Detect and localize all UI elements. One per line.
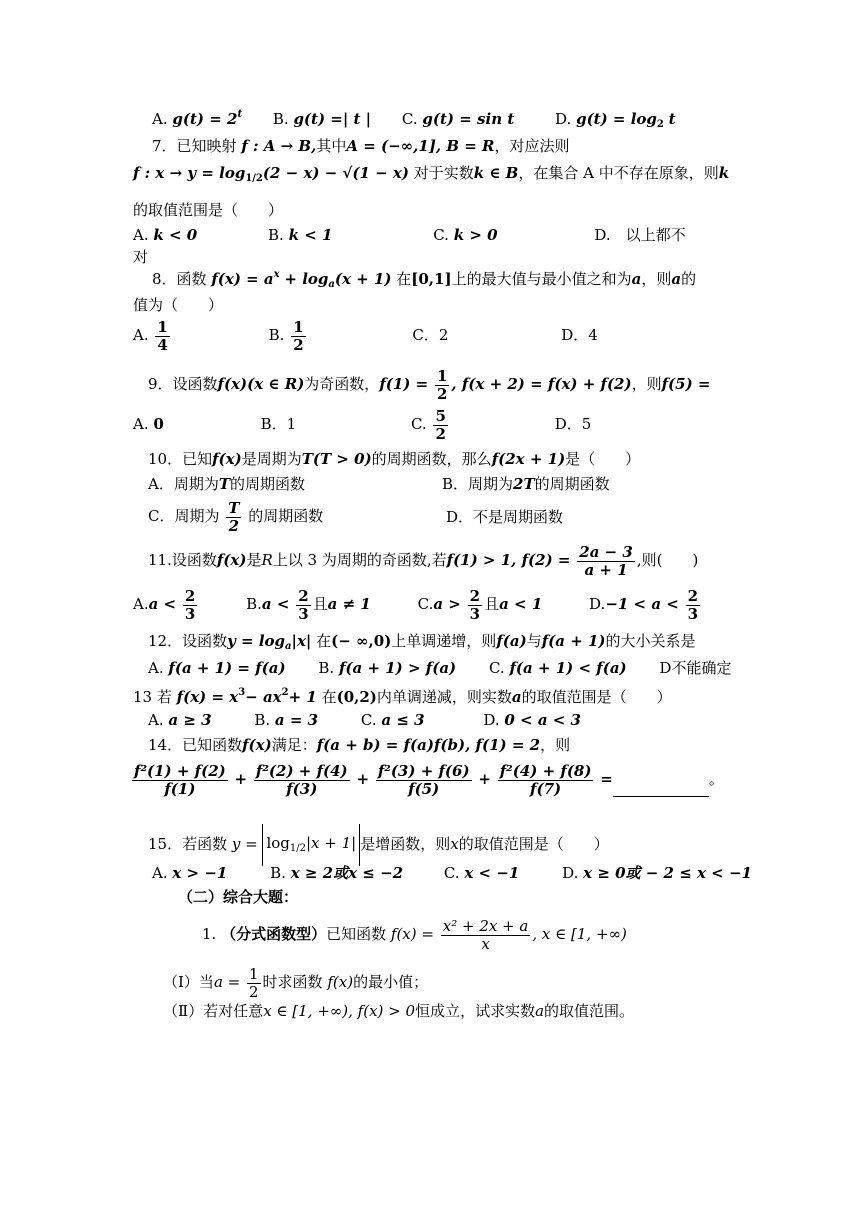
q10-line1-text: 10．已知 <box>148 450 213 468</box>
q7-line2-math: f : x → y = log <box>133 164 246 182</box>
problem1-math: f(x) = <box>390 925 434 943</box>
q15-abs-expression <box>262 824 360 866</box>
section-title-text: （二）综合大题： <box>178 888 299 906</box>
q11-line1-text1: 是 <box>246 551 262 569</box>
q14-expression <box>130 763 724 797</box>
q6-opt-b-label: B. <box>272 110 289 128</box>
q9-frac-den: 2 <box>436 384 448 403</box>
q8-line1-sup: x <box>273 269 280 280</box>
q14-line1-text2: ，则 <box>540 736 571 754</box>
q11-opt-b-den: 3 <box>298 604 309 623</box>
q15-line1-x: x <box>450 835 459 853</box>
q8-line1-a2: a <box>671 270 682 288</box>
part-ii-a: a <box>535 1002 545 1020</box>
q12-opt-b-label: B. <box>318 659 335 677</box>
problem1-text: 已知函数 <box>326 925 387 943</box>
q13-opt-a-math: a ≥ 3 <box>168 711 212 729</box>
q10-opt-a-math: T <box>218 475 231 493</box>
q7-line2 <box>133 166 729 184</box>
problem1-part-i <box>163 966 428 1000</box>
q11-line1-text3: ,则( ) <box>636 551 699 569</box>
part-i-label: （Ⅰ）当 <box>163 973 214 991</box>
q6-opt-c-math: g(t) = sin t <box>422 110 515 128</box>
q8-line1-text4: 的 <box>681 270 697 288</box>
q8-line1-a: a <box>631 270 642 288</box>
q14-frac-4 <box>498 763 594 797</box>
q11-opt-c-label: C. <box>417 595 434 613</box>
part-ii-text2: 的取值范围。 <box>544 1002 635 1020</box>
q11-opt-a-label: A. <box>133 595 149 613</box>
q13-opt-b-label: B. <box>254 711 271 729</box>
q6-opt-b-math: g(t) =| t | <box>293 110 372 128</box>
q13-opt-d-label: D. <box>483 711 500 729</box>
q9-opt-a-label: A. <box>133 415 149 433</box>
problem1-line <box>202 918 627 952</box>
q14-frac-3 <box>376 763 472 797</box>
q7-opt-c-math: k > 0 <box>453 226 498 244</box>
q10-opt-a: A．周期为 <box>148 475 219 493</box>
q6-opt-d-tail: t <box>668 110 676 128</box>
q6-opt-d-label: D. <box>555 110 572 128</box>
q7-line1-math: f : A → B, <box>241 137 317 155</box>
problem1-frac-num: x² + 2x + a <box>442 917 529 935</box>
q13-line1-a: a <box>511 688 522 706</box>
q6-opt-a-label: A. <box>152 110 168 128</box>
q8-opt-b-label: B. <box>268 326 285 344</box>
q14-line1 <box>148 738 570 753</box>
q12-line1-text3: 与 <box>526 632 542 650</box>
problem1-frac <box>441 918 531 952</box>
q13-opt-d-math: 0 < a < 3 <box>504 711 581 729</box>
q10-line1-math: f(x) <box>212 450 242 468</box>
section-title <box>178 890 298 905</box>
q12-line1-math4: f(a) <box>496 632 527 650</box>
q12-opt-c-label: C. <box>488 659 505 677</box>
q10-line1-text3: 是（ ） <box>565 450 641 468</box>
q7-line1-mid: 其中 <box>316 137 347 155</box>
q14-line1-math2: f(a + b) = f(a)f(b), f(1) = 2 <box>316 736 541 754</box>
q12-line1-text4: 的大小关系是 <box>605 632 696 650</box>
q8-opt-b-num: 1 <box>293 318 304 336</box>
q8-line1-math4: [0,1] <box>411 270 452 288</box>
q7-line2-math2: (2 − x) − √(1 − x) <box>262 164 409 182</box>
q8-options <box>133 319 598 353</box>
q10-line1-text1: 是周期为 <box>241 450 302 468</box>
q13-opt-c-math: a ≤ 3 <box>381 711 425 729</box>
q8-opt-a-frac <box>155 319 169 353</box>
q11-opt-c-den: 3 <box>469 604 481 623</box>
q15-options <box>152 866 752 881</box>
q9-line1-math4: f(5) = <box>661 375 711 393</box>
q15-line1-text: 15．若函数 <box>148 835 228 853</box>
q7-opt-c-label: C. <box>433 226 449 244</box>
q11-opt-c-num: 2 <box>469 587 481 605</box>
problem1-part-ii <box>163 1004 634 1019</box>
q15-line1-math: y = <box>231 835 258 853</box>
q12-line1-math2: |x| <box>291 632 312 650</box>
q10-opt-b-tail: 的周期函数 <box>534 475 610 493</box>
q14-line1-text1: 满足： <box>271 736 317 754</box>
q10-opt-b: B．周期为 <box>442 475 514 493</box>
q15-opt-b-label: B. <box>270 864 286 882</box>
q8-line1-text: 8．函数 <box>152 270 207 288</box>
q12-line1-math: y = log <box>227 632 286 650</box>
q8-opt-b-frac <box>291 319 305 353</box>
q10-opt-b-line <box>442 477 610 492</box>
q9-line1-text1: 为奇函数， <box>304 375 380 393</box>
q7-opt-d-label: D. 以上都不 <box>594 226 686 244</box>
q15-abs-log: log <box>266 834 290 852</box>
q11-line1-math: f(x) <box>216 551 247 569</box>
q12-opt-b-math: f(a + 1) > f(a) <box>338 659 457 677</box>
q11-opt-a-math: a < <box>148 595 177 613</box>
q15-abs-sub: 1/2 <box>289 843 306 854</box>
q10-opt-c-tail: 的周期函数 <box>248 507 324 525</box>
q8-opt-c: C．2 <box>412 326 449 344</box>
q11-opt-a-num: 2 <box>184 587 196 605</box>
q11-opt-b-label: B. <box>246 595 262 613</box>
q11-opt-d-num: 2 <box>687 587 699 605</box>
q13-opt-c-label: C. <box>360 711 377 729</box>
q10-opt-d-line <box>446 510 563 525</box>
q6-opt-a-math: g(t) = 2 <box>172 110 238 128</box>
q9-opt-c-num: 5 <box>435 407 446 425</box>
q10-opt-d: D．不是周期函数 <box>446 508 564 526</box>
q9-opt-b: B．1 <box>260 415 297 433</box>
q11-line1-r: R <box>261 551 273 569</box>
q12-line1-text: 12．设函数 <box>148 632 228 650</box>
q14-f4-den: f(7) <box>530 779 562 798</box>
q7-line2-sub: 1/2 <box>245 173 263 184</box>
q9-line1-math2: f(1) = <box>379 375 429 393</box>
q6-options <box>152 110 676 130</box>
q8-opt-b-den: 2 <box>293 335 304 354</box>
q11-line1 <box>148 544 698 578</box>
q7-opt-b-label: B. <box>268 226 284 244</box>
q7-opt-d-tail-text: 对 <box>133 248 149 266</box>
q9-opt-c-frac <box>433 408 447 442</box>
q11-frac-num: 2a − 3 <box>579 543 633 561</box>
q12-line1-text1: 在 <box>316 632 332 650</box>
q11-opt-b-math: a < <box>261 595 290 613</box>
q9-line1-math: f(x)(x ∈ R) <box>217 375 305 393</box>
q13-line1-math: f(x) = x <box>176 688 239 706</box>
part-ii-math: x ∈ [1, +∞), f(x) > 0 <box>263 1002 416 1020</box>
q7-options <box>133 228 686 243</box>
q11-opt-d-den: 3 <box>687 604 699 623</box>
q13-line1-text1: 在 <box>321 688 337 706</box>
q11-frac-den: a + 1 <box>584 560 628 579</box>
q10-line1-text2: 的周期函数，那么 <box>371 450 492 468</box>
q14-plus-2: + <box>356 770 370 788</box>
q10-line1-math2: T(T > 0) <box>301 450 372 468</box>
q7-opt-b-math: k < 1 <box>288 226 333 244</box>
q8-line1-math3: (x + 1) <box>334 270 392 288</box>
q15-line1-text1: 是增函数，则 <box>360 835 451 853</box>
q11-options <box>133 588 702 622</box>
q11-opt-d-frac <box>686 588 700 622</box>
q7-line3 <box>133 203 283 218</box>
q13-line1-text2: 内单调递减，则实数 <box>376 688 512 706</box>
q9-options <box>133 408 591 442</box>
q15-line1-text2: 的取值范围是（ ） <box>458 835 609 853</box>
q14-f1-den: f(1) <box>164 779 196 798</box>
q7-line1-text: 7．已知映射 <box>152 137 237 155</box>
q7-line1-end: ，对应法则 <box>494 137 570 155</box>
q8-line1-sub: a <box>328 279 335 290</box>
q9-line1-text: 9．设函数 <box>148 375 218 393</box>
q11-opt-c-frac <box>468 588 482 622</box>
q14-plus-1: + <box>234 770 248 788</box>
q15-abs-inner2: |x + 1| <box>306 834 357 852</box>
part-ii-label: （Ⅱ）若对任意 <box>163 1002 264 1020</box>
q8-line1-text2: 上的最大值与最小值之和为 <box>451 270 632 288</box>
q14-f2-den: f(3) <box>286 779 318 798</box>
q11-opt-b-text: 且 <box>312 595 328 613</box>
q13-line1-math2: − ax <box>245 688 282 706</box>
q8-line2-text: 值为（ ） <box>133 296 224 314</box>
q7-opt-a-label: A. <box>133 226 149 244</box>
q8-line1 <box>152 270 696 290</box>
q6-opt-a-sup: t <box>237 109 243 120</box>
q8-line1-text1: 在 <box>396 270 412 288</box>
q13-options <box>148 713 581 728</box>
q13-line1-math4: (0,2) <box>336 688 377 706</box>
q8-opt-a-den: 4 <box>157 335 168 354</box>
q12-opt-a-label: A. <box>148 659 164 677</box>
part-i-num: 1 <box>249 965 259 983</box>
q12-opt-a-math: f(a + 1) = f(a) <box>168 659 286 677</box>
q6-opt-c-label: C. <box>401 110 418 128</box>
q14-f2-num: f²(2) + f(4) <box>255 762 348 780</box>
q8-line1-math: f(x) = a <box>211 270 274 288</box>
q7-line2-k: k <box>718 164 730 182</box>
problem1-math2: , x ∈ [1, +∞) <box>532 925 627 943</box>
q14-eq: = <box>600 770 613 788</box>
q9-opt-c-label: C. <box>410 415 427 433</box>
q11-opt-b-frac <box>296 588 310 622</box>
part-i-text: 时求函数 <box>262 973 323 991</box>
q7-opt-a-math: k < 0 <box>153 226 198 244</box>
q14-f3-num: f²(3) + f(6) <box>377 762 470 780</box>
part-i-frac <box>247 966 261 1000</box>
q10-line1-math3: f(2x + 1) <box>491 450 566 468</box>
q11-opt-d-math: −1 < a < <box>605 595 679 613</box>
q8-opt-a-label: A. <box>133 326 149 344</box>
q10-opt-c-frac <box>226 500 241 534</box>
q14-f1-num: f²(1) + f(2) <box>134 762 226 780</box>
q14-frac-1 <box>132 763 228 797</box>
q8-line1-text3: ，则 <box>641 270 672 288</box>
q10-opt-c-den: 2 <box>228 516 240 535</box>
q12-line1 <box>148 634 696 652</box>
q12-opt-c-math: f(a + 1) < f(a) <box>509 659 627 677</box>
q11-opt-c-math2: a < 1 <box>499 595 543 613</box>
problem1-frac-den: x <box>481 934 490 953</box>
q9-line1 <box>148 368 710 402</box>
q9-line1-text2: ，则 <box>631 375 662 393</box>
q10-opts-ab <box>148 477 305 492</box>
q14-end: 。 <box>708 770 724 788</box>
q14-answer-blank <box>613 782 709 797</box>
q12-line1-sub: a <box>285 641 292 652</box>
q7-line3-text: 的取值范围是（ ） <box>133 201 284 219</box>
q15-line1 <box>148 824 609 866</box>
q13-line1-sup: 3 <box>238 687 246 698</box>
q13-line1-text3: 的取值范围是（ ） <box>521 688 672 706</box>
q11-opt-c-text: 且 <box>484 595 500 613</box>
q7-line2-text2: ，在集合 A 中不存在原象，则 <box>518 164 719 182</box>
q11-line1-text: 11.设函数 <box>148 551 217 569</box>
q9-opt-a-math: 0 <box>153 415 164 433</box>
q9-line1-math3: , f(x + 2) = f(x) + f(2) <box>451 375 632 393</box>
q12-line1-math5: f(a + 1) <box>541 632 606 650</box>
q12-line1-text2: 上单调递增，则 <box>391 632 497 650</box>
q14-line1-text: 14．已知函数 <box>148 736 243 754</box>
q15-opt-c-label: C. <box>443 864 460 882</box>
q14-frac-2 <box>254 763 350 797</box>
q7-line2-math3: k ∈ B <box>473 164 519 182</box>
q13-line1-sup2: 2 <box>281 687 289 698</box>
q13-line1 <box>133 688 672 705</box>
q11-opt-a-frac <box>183 588 197 622</box>
problem1-number: 1. <box>202 925 217 943</box>
q11-frac <box>577 544 635 578</box>
part-i-math: a = <box>213 973 241 991</box>
q9-frac-num: 1 <box>436 367 448 385</box>
q6-opt-d-math: g(t) = log <box>576 110 657 128</box>
problem1-type: （分式函数型） <box>221 925 327 943</box>
q8-line2 <box>133 298 223 313</box>
q9-opt-d: D．5 <box>554 415 592 433</box>
q11-opt-b-math2: a ≠ 1 <box>327 595 371 613</box>
part-ii-text: 恒成立，试求实数 <box>415 1002 536 1020</box>
q15-opt-b-math: x ≥ 2或x ≤ −2 <box>290 864 404 882</box>
q14-line1-math: f(x) <box>242 736 272 754</box>
q15-opt-a-math: x > −1 <box>172 864 228 882</box>
q11-opt-d-label: D. <box>589 595 606 613</box>
q15-opt-d-math: x ≥ 0或 − 2 ≤ x < −1 <box>583 864 752 882</box>
q13-line1-text: 13 若 <box>133 688 172 706</box>
q11-opt-a-den: 3 <box>184 604 196 623</box>
q8-opt-a-num: 1 <box>157 318 168 336</box>
part-i-text2: 的最小值； <box>353 973 429 991</box>
q10-opt-b-math: 2T <box>513 475 535 493</box>
q11-line1-math2: f(1) > 1, f(2) = <box>446 551 571 569</box>
part-i-math2: f(x) <box>327 973 354 991</box>
q7-line1 <box>152 139 570 154</box>
q11-line1-text2: 上以 3 为周期的奇函数,若 <box>272 551 447 569</box>
q12-opt-d: D不能确定 <box>659 659 732 677</box>
q10-opt-a-tail: 的周期函数 <box>230 475 306 493</box>
q12-line1-math3: (− ∞,0) <box>331 632 392 650</box>
q8-line1-math2: + log <box>284 270 329 288</box>
q7-line1-math2: A = (−∞,1], B = R <box>346 137 495 155</box>
q11-opt-b-num: 2 <box>298 587 309 605</box>
q8-opt-d: D．4 <box>561 326 598 344</box>
q6-opt-d-sub: 2 <box>656 119 664 130</box>
q9-frac <box>435 368 449 402</box>
q10-opt-c-line <box>148 500 323 534</box>
q15-opt-d-label: D. <box>562 864 579 882</box>
q13-line1-math3: + 1 <box>288 688 317 706</box>
q14-plus-3: + <box>478 770 491 788</box>
q15-opt-c-math: x < −1 <box>464 864 520 882</box>
q15-opt-a-label: A. <box>152 864 168 882</box>
q14-f3-den: f(5) <box>408 779 440 798</box>
q10-line1 <box>148 452 640 467</box>
q9-opt-c-den: 2 <box>435 424 446 443</box>
q7-opt-d-tail <box>133 250 148 265</box>
q12-options <box>148 661 731 676</box>
q11-opt-c-math: a > <box>433 595 461 613</box>
q10-opt-c-num: T <box>228 499 240 517</box>
q13-opt-b-math: a = 3 <box>274 711 319 729</box>
part-i-den: 2 <box>249 982 259 1001</box>
q10-opt-c: C．周期为 <box>148 507 220 525</box>
q7-line2-text: 对于实数 <box>413 164 474 182</box>
q13-opt-a-label: A. <box>148 711 164 729</box>
q14-f4-num: f²(4) + f(8) <box>499 762 592 780</box>
